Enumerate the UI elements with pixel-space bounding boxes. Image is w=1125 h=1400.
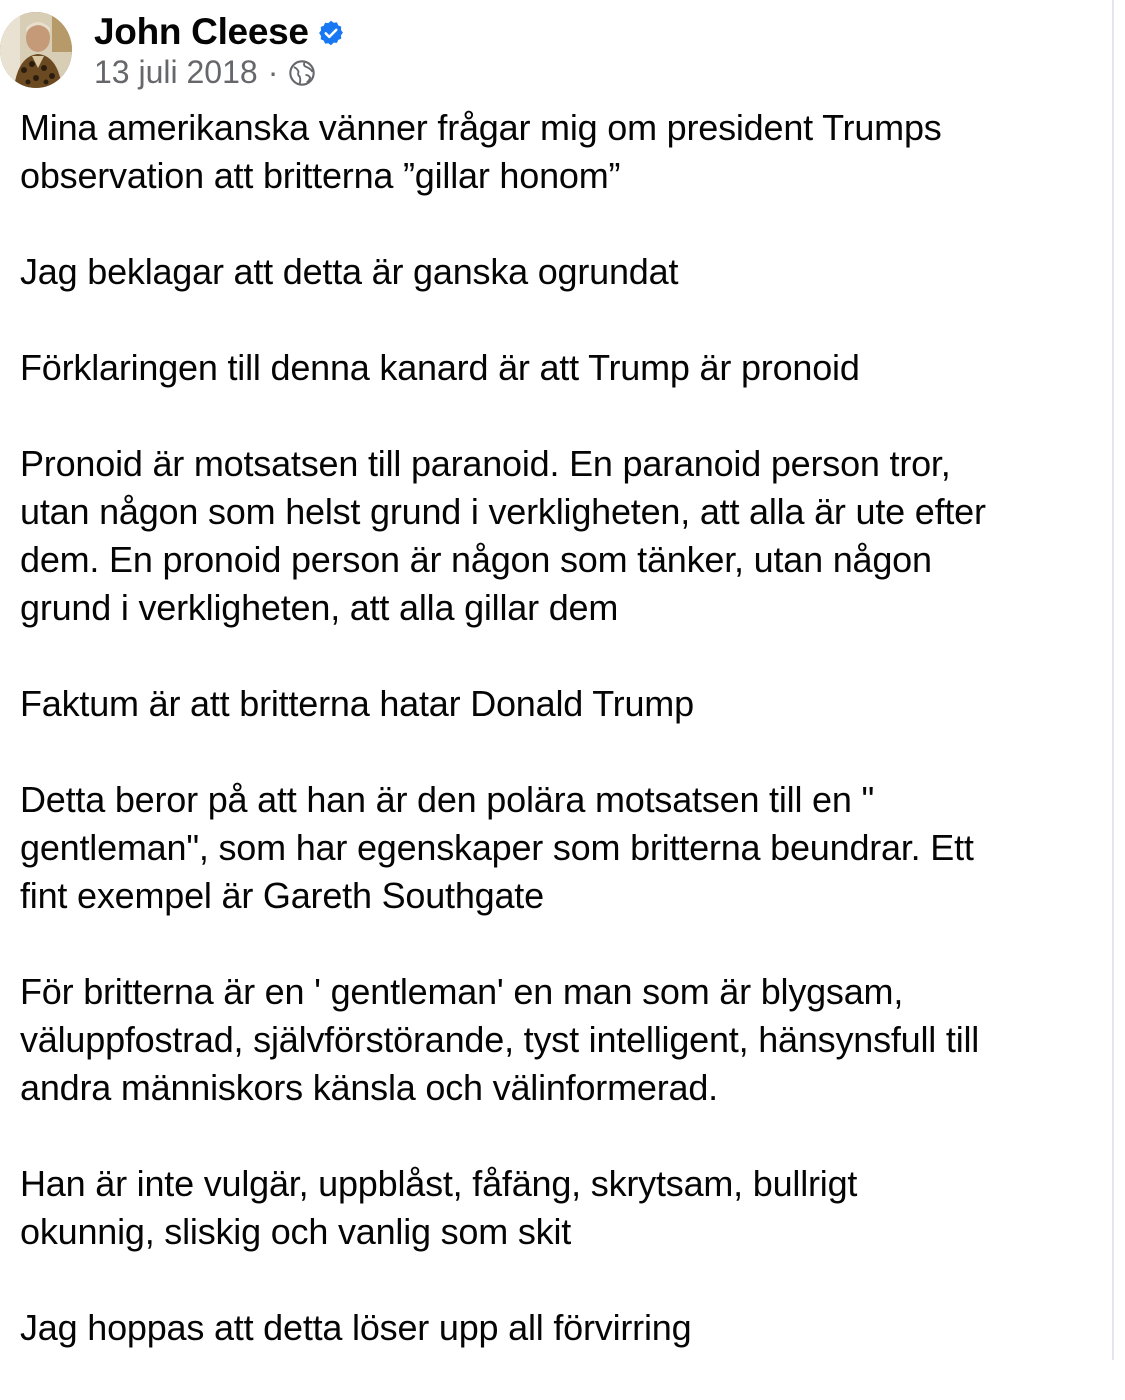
post-paragraph: Förklaringen till denna kanard är att Trump är pronoid <box>20 347 860 388</box>
post-paragraph: Pronoid är motsatsen till paranoid. En paranoid person tror, utan någon som helst grund i verkligheten, att alla är ute efter dem. En pronoid person är någon som tänker, utan någon grund i verkligheten, att alla gillar dem <box>20 443 986 628</box>
post-text <box>20 104 1100 1400</box>
verified-badge-icon <box>317 19 345 47</box>
post-date[interactable]: 13 juli 2018 <box>94 54 258 90</box>
post-paragraph: Detta beror på att han är den polära motsatsen till en " gentleman", som har egenskaper som britterna beundrar. Ett fint exempel är Gareth Southgate <box>20 779 974 916</box>
post-paragraph: För britterna är en ' gentleman' en man som är blygsam, väluppfostrad, självförstörande, tyst intelligent, hänsynsfull till andra människors känsla och välinformerad. <box>20 971 980 1108</box>
author-line <box>94 12 345 52</box>
post-paragraph: Han är inte vulgär, uppblåst, fåfäng, skrytsam, bullrigt okunnig, sliskig och vanlig som skit <box>20 1163 858 1252</box>
post-meta <box>94 54 316 90</box>
avatar[interactable] <box>0 12 72 88</box>
globe-icon[interactable] <box>288 58 316 86</box>
post-paragraph: Jag hoppas att detta löser upp all förvirring <box>20 1307 692 1348</box>
post-paragraph: Faktum är att britterna hatar Donald Trump <box>20 683 694 724</box>
post-paragraph: Jag beklagar att detta är ganska ogrundat <box>20 251 679 292</box>
post-paragraph: Mina amerikanska vänner frågar mig om president Trumps observation att britterna ”gillar honom” <box>20 107 942 196</box>
meta-separator: · <box>267 54 279 90</box>
post-header <box>0 10 1112 90</box>
author-name[interactable]: John Cleese <box>94 11 309 52</box>
